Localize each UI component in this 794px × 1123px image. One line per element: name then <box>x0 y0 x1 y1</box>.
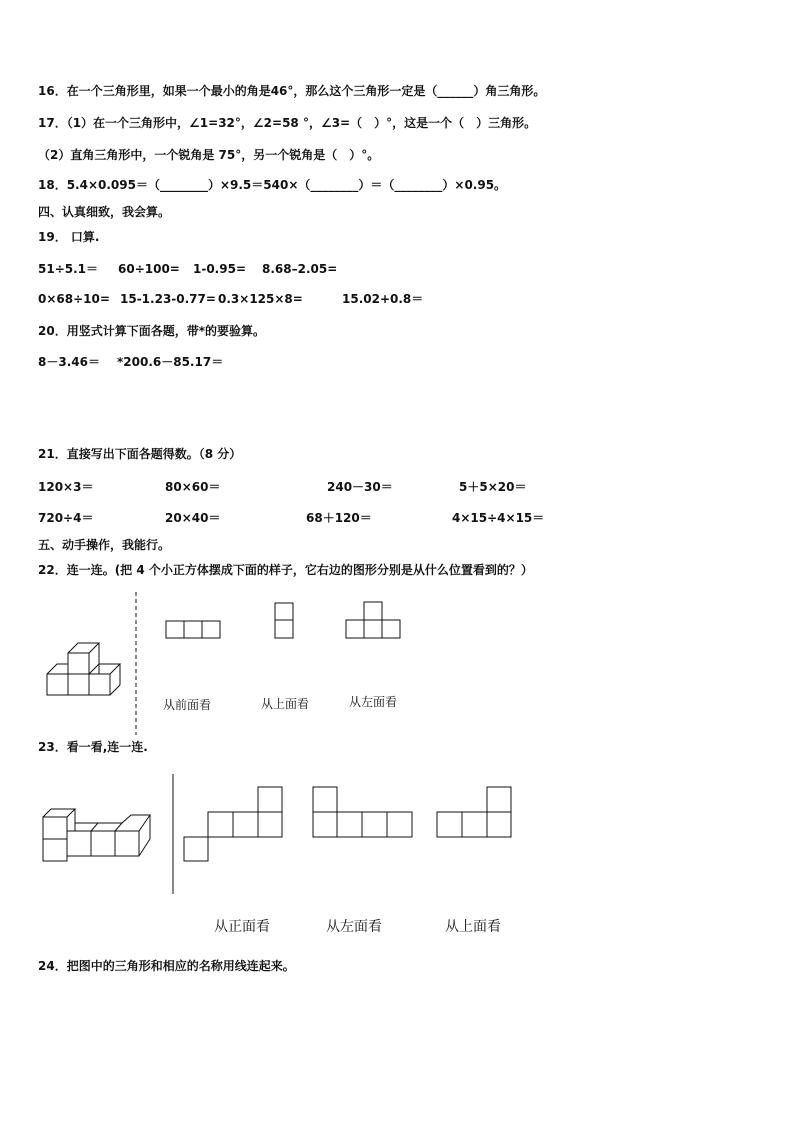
question-21: 21．直接写出下面各题得数。（8 分） <box>38 447 242 461</box>
q23-shape-2 <box>313 787 412 837</box>
q23-caption: 从左面看 <box>326 919 382 935</box>
q19-item: 8.68–2.05= <box>262 262 338 276</box>
q22-caption: 从上面看 <box>261 697 310 711</box>
q21-item: 80×60＝ <box>165 480 221 494</box>
q20-item: 8－3.46＝ <box>38 355 100 369</box>
question-24: 24．把图中的三角形和相应的名称用线连起来。 <box>38 959 295 973</box>
q23-caption: 从正面看 <box>214 919 270 935</box>
q23-shape-3 <box>437 787 511 837</box>
q19-item: 0×68÷10= <box>38 292 110 306</box>
question-23: 23．看一看,连一连. <box>38 740 148 754</box>
q21-item: 720÷4＝ <box>38 511 94 525</box>
q19-item: 1-0.95= <box>193 262 246 276</box>
question-16: 16．在一个三角形里，如果一个最小的角是46°，那么这个三角形一定是（______）角三角形。 <box>38 84 546 98</box>
question-20: 20．用竖式计算下面各题，带*的要验算。 <box>38 324 265 338</box>
q21-item: 240－30＝ <box>327 480 393 494</box>
q19-item: 60÷100= <box>118 262 180 276</box>
q23-cube-arrangement <box>43 809 150 861</box>
q19-item: 15-1.23-0.77= <box>120 292 216 306</box>
q21-item: 68＋120＝ <box>306 511 372 525</box>
q22-caption: 从前面看 <box>163 698 212 712</box>
q19-item: 51÷5.1＝ <box>38 262 99 276</box>
question-19: 19． 口算. <box>38 230 100 244</box>
section-5-heading: 五、动手操作，我能行。 <box>38 538 171 552</box>
q20-item: *200.6－85.17＝ <box>117 355 224 369</box>
question-22: 22．连一连。(把 4 个小正方体摆成下面的样子，它右边的图形分别是从什么位置看到的？） <box>38 563 533 577</box>
question-17-part-1: 17．（1）在一个三角形中，∠1=32°，∠2=58 °，∠3=（ ）°，这是一个（ ）三角形。 <box>38 116 537 130</box>
q21-item: 5＋5×20＝ <box>459 480 527 494</box>
q23-caption: 从上面看 <box>445 919 501 935</box>
q21-item: 120×3＝ <box>38 480 94 494</box>
section-4-heading: 四、认真细致，我会算。 <box>38 205 171 219</box>
q21-item: 4×15÷4×15＝ <box>452 511 545 525</box>
q19-item: 0.3×125×8= <box>218 292 303 306</box>
q23-shape-1 <box>184 787 282 861</box>
q22-caption: 从左面看 <box>349 695 398 709</box>
q19-item: 15.02+0.8＝ <box>342 292 424 306</box>
question-17-part-2: （2）直角三角形中，一个锐角是 75°，另一个锐角是（ ）°。 <box>38 148 380 162</box>
question-18: 18．5.4×0.095＝（________）×9.5＝540×（________）＝（________）×0.95。 <box>38 178 507 192</box>
q21-item: 20×40＝ <box>165 511 221 525</box>
